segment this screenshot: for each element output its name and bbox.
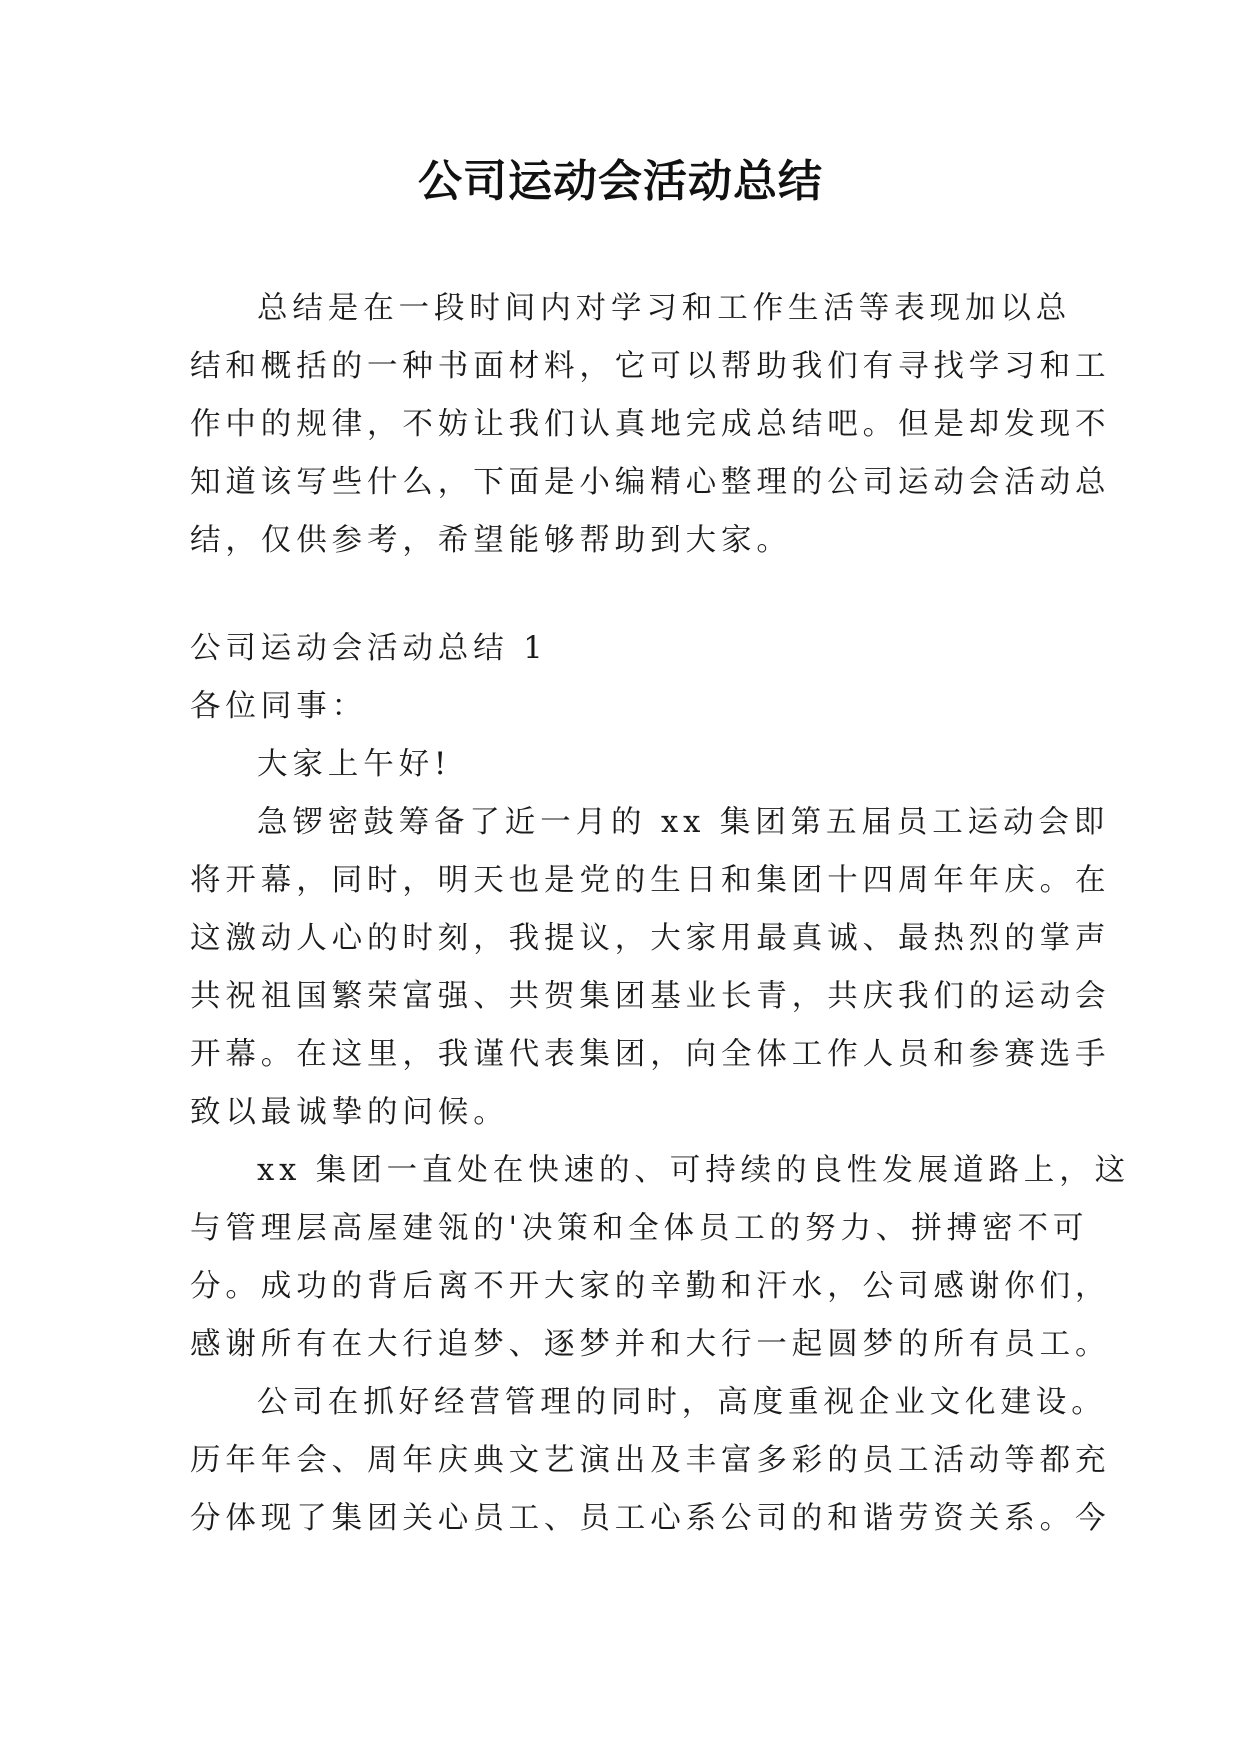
document-body	[190, 280, 1130, 1548]
paragraph-line: xx 集团一直处在快速的、可持续的良性发展道路上，这	[257, 1153, 1130, 1188]
paragraph-line: 开幕。在这里，我谨代表集团，向全体工作人员和参赛选手	[190, 1037, 1111, 1072]
paragraph-line: 历年年会、周年庆典文艺演出及丰富多彩的员工活动等都充	[190, 1443, 1111, 1478]
paragraph-line: 将开幕，同时，明天也是党的生日和集团十四周年年庆。在	[190, 863, 1111, 898]
paragraph-line: 公司在抓好经营管理的同时，高度重视企业文化建设。	[257, 1385, 1107, 1420]
spacer	[190, 570, 1050, 620]
paragraph-1	[190, 794, 1111, 1142]
paragraph-2	[190, 1142, 1130, 1374]
page-title: 公司运动会活动总结	[418, 156, 823, 207]
intro-line: 知道该写些什么，下面是小编精心整理的公司运动会活动总	[190, 465, 1111, 500]
intro-line: 作中的规律，不妨让我们认真地完成总结吧。但是却发现不	[190, 407, 1111, 442]
paragraph-line: 共祝祖国繁荣富强、共贺集团基业长青，共庆我们的运动会	[190, 979, 1111, 1014]
section-heading: 公司运动会活动总结 1	[190, 631, 548, 666]
intro-line: 总结是在一段时间内对学习和工作生活等表现加以总	[257, 291, 1072, 326]
paragraph-line: 急锣密鼓筹备了近一月的 xx 集团第五届员工运动会即	[257, 805, 1110, 840]
paragraph-3	[190, 1374, 1111, 1548]
intro-line: 结，仅供参考，希望能够帮助到大家。	[190, 523, 792, 558]
paragraph-line: 与管理层高屋建瓴的'决策和全体员工的努力、拼搏密不可	[190, 1211, 1089, 1246]
paragraph-line: 分。成功的背后离不开大家的辛勤和汗水，公司感谢你们，	[190, 1269, 1111, 1304]
paragraph-line: 感谢所有在大行追梦、逐梦并和大行一起圆梦的所有员工。	[190, 1327, 1111, 1362]
greeting: 大家上午好!	[257, 747, 452, 782]
paragraph-line: 这激动人心的时刻，我提议，大家用最真诚、最热烈的掌声	[190, 921, 1111, 956]
paragraph-line: 分体现了集团关心员工、员工心系公司的和谐劳资关系。今	[190, 1501, 1111, 1536]
salutation: 各位同事：	[190, 689, 367, 724]
intro-paragraph	[190, 280, 1111, 570]
paragraph-line: 致以最诚挚的问候。	[190, 1095, 509, 1130]
intro-line: 结和概括的一种书面材料，它可以帮助我们有寻找学习和工	[190, 349, 1111, 384]
